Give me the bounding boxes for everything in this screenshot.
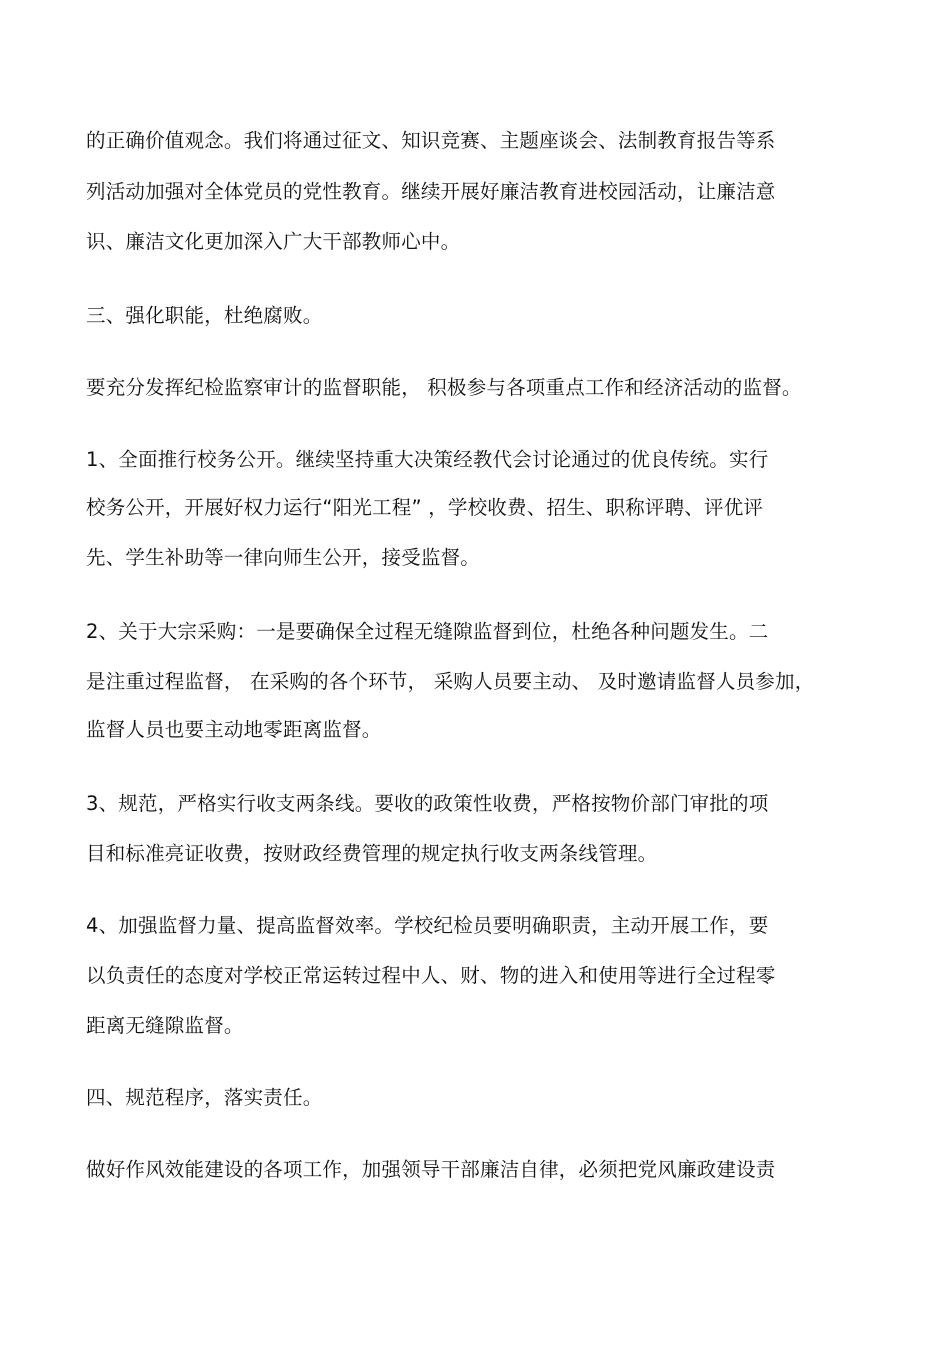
item-3-line-2: 目和标准亮证收费，按财政经费管理的规定执行收支两条线管理。 [86,842,658,865]
text-line-2: 列活动加强对全体党员的党性教育。继续开展好廉洁教育进校园活动，让廉洁意 [86,180,776,203]
section-heading-4: 四、规范程序，落实责任。 [86,1086,323,1109]
item-2-line-2: 是注重过程监督， 在采购的各个环节， 采购人员要主动、 及时邀请监督人员参加， [86,670,815,693]
item-2-line-1: 2、关于大宗采购：一是要确保全过程无缝隙监督到位，杜绝各种问题发生。二 [86,620,769,643]
item-4-line-1: 4、加强监督力量、提高监督效率。学校纪检员要明确职责，主动开展工作，要 [86,914,769,937]
item-1-line-2: 校务公开，开展好权力运行“阳光工程” ，学校收费、招生、职称评聘、评优评 [86,496,764,519]
item-4-line-2: 以负责任的态度对学校正常运转过程中人、财、物的进入和使用等进行全过程零 [86,964,776,987]
text-line-5: 要充分发挥纪检监察审计的监督职能， 积极参与各项重点工作和经济活动的监督。 [86,376,802,399]
item-1-line-1: 1、全面推行校务公开。继续坚持重大决策经教代会讨论通过的优良传统。实行 [86,448,769,471]
section-heading-3: 三、强化职能，杜绝腐败。 [86,304,323,327]
text-line-18: 做好作风效能建设的各项工作，加强领导干部廉洁自律，必须把党风廉政建设责 [86,1158,776,1181]
text-line-1: 的正确价值观念。我们将通过征文、知识竞赛、主题座谈会、法制教育报告等系 [86,129,776,152]
text-line-3: 识、廉洁文化更加深入广大干部教师心中。 [86,230,461,253]
item-1-line-3: 先、学生补助等一律向师生公开，接受监督。 [86,546,481,569]
item-3-line-1: 3、规范，严格实行收支两条线。要收的政策性收费，严格按物价部门审批的项 [86,792,769,815]
item-2-line-3: 监督人员也要主动地零距离监督。 [86,718,382,741]
item-4-line-3: 距离无缝隙监督。 [86,1014,244,1037]
